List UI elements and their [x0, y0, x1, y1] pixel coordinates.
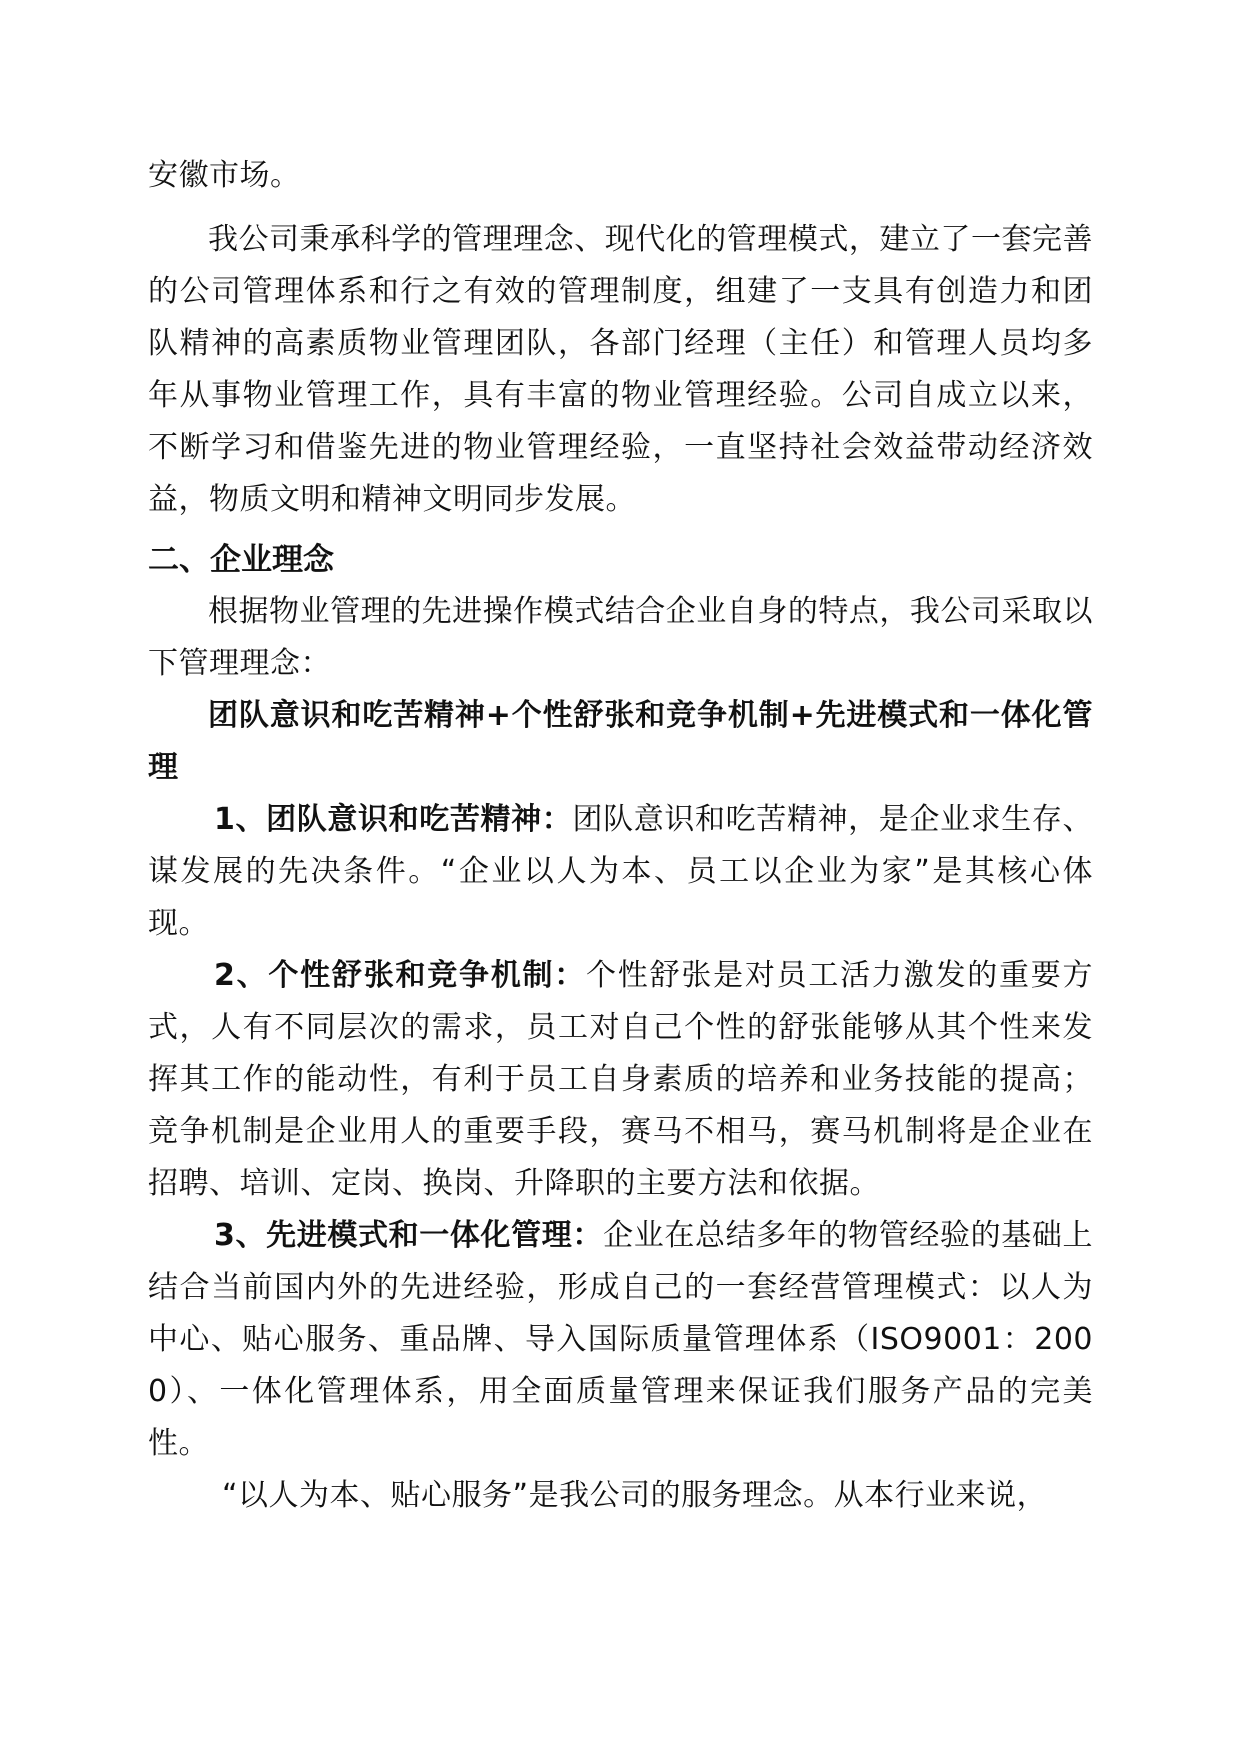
item-1-title: 1、团队意识和吃苦精神： — [214, 802, 573, 837]
document-page — [148, 150, 1093, 1522]
item-1-text: 团队意识和吃苦精神，是企业求生存、谋发展的先决条件。“企业以人为本、员工以企业为家”是其核心体现。 — [148, 802, 1094, 941]
item-3-title: 3、先进模式和一体化管理： — [214, 1218, 604, 1253]
paragraph-company-management: 我公司秉承科学的管理理念、现代化的管理模式，建立了一套完善的公司管理体系和行之有效的管理制度，组建了一支具有创造力和团队精神的高素质物业管理团队，各部门经理（主任）和管理人员均多年从事物业管理工作，具有丰富的物业管理经验。公司自成立以来，不断学习和借鉴先进的物业管理经验，一直坚持社会效益带动经济效益，物质文明和精神文明同步发展。 — [148, 222, 1093, 517]
section-heading: 二、企业理念 — [148, 542, 334, 578]
item-2-title: 2、个性舒张和竞争机制： — [214, 958, 587, 993]
item-3 — [148, 1210, 1093, 1470]
item-2 — [148, 950, 1093, 1210]
motto-line: 团队意识和吃苦精神+个性舒张和竞争机制+先进模式和一体化管理 — [148, 698, 1093, 785]
item-1 — [148, 794, 1093, 950]
item-3-text: 企业在总结多年的物管经验的基础上结合当前国内外的先进经验，形成自己的一套经营管理模式：以人为中心、贴心服务、重品牌、导入国际质量管理体系（ISO9001：2000）、一体化管理体系，用全面质量管理来保证我们服务产品的完美性。 — [148, 1218, 1094, 1461]
paragraph-intro-philosophy: 根据物业管理的先进操作模式结合企业自身的特点，我公司采取以下管理理念： — [148, 594, 1093, 681]
item-2-text: 个性舒张是对员工活力激发的重要方式，人有不同层次的需求，员工对自己个性的舒张能够从其个性来发挥其工作的能动性，有利于员工自身素质的培养和业务技能的提高；竞争机制是企业用人的重要手段，赛马不相马，赛马机制将是企业在招聘、培训、定岗、换岗、升降职的主要方法和依据。 — [148, 958, 1094, 1201]
paragraph-continuation: 安徽市场。 — [148, 158, 301, 193]
paragraph-service-philosophy: “以人为本、贴心服务”是我公司的服务理念。从本行业来说， — [222, 1478, 1048, 1513]
